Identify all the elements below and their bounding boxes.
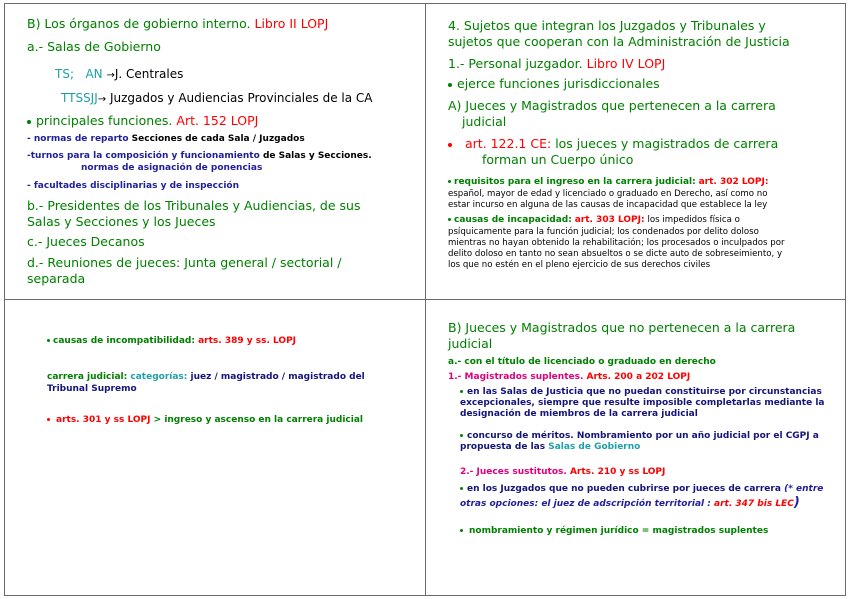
requisitos-line: requisitos para el ingreso en la carrera judicial: art. 302 LOPJ: — [448, 177, 768, 188]
incapacidad-line: causas de incapacidad: art. 303 LOPJ: los impedidos física o — [448, 215, 740, 226]
art-122-line2: forman un Cuerpo único — [482, 152, 634, 167]
normas-reparto: - normas de reparto Secciones de cada Sala / Juzgados — [27, 134, 305, 144]
ttssjj-line: TTSSJJ→ Juzgados y Audiencias Provinciales de la CA — [61, 91, 373, 105]
incapacidad-text3: mientras no hayan obtenido la rehabilitación; los procesados o inculpados por — [448, 238, 785, 248]
sub-c: c.- Jueces Decanos — [27, 234, 145, 249]
incapacidad-text5: los que no estén en el pleno ejercicio de sus derechos civiles — [448, 260, 711, 270]
nombramiento-line: nombramiento y régimen jurídico = magistrados suplentes — [460, 526, 768, 537]
ejerce-funciones: ejerce funciones jurisdiccionales — [448, 77, 660, 92]
concurso-line2: propuesta de las Salas de Gobierno — [460, 442, 641, 452]
a-jueces-line1: A) Jueces y Magistrados que pertenecen a la carrera — [448, 98, 776, 113]
art-122-line: art. 122.1 CE: los jueces y magistrados de carrera — [448, 137, 778, 152]
ts-an-line: TS; AN →J. Centrales — [55, 67, 184, 81]
turnos-line2: normas de asignación de ponencias — [81, 163, 263, 173]
a-jueces-line2: judicial — [462, 114, 507, 129]
sub-a-salas: a.- Salas de Gobierno — [27, 39, 161, 54]
salas-justicia-line3: designación de miembros de la carrera judicial — [460, 409, 698, 419]
sub-b-line1: b.- Presidentes de los Tribunales y Audiencias, de sus — [27, 198, 361, 213]
slide-sujetos — [425, 3, 846, 300]
slide1-title: B) Los órganos de gobierno interno. Libro II LOPJ — [27, 16, 329, 31]
slide4-title-line1: B) Jueces y Magistrados que no pertenecen a la carrera — [448, 320, 796, 335]
arts-301-line: arts. 301 y ss LOPJ > ingreso y ascenso en la carrera judicial — [47, 415, 363, 426]
jueces-sustitutos: 2.- Jueces sustitutos. Arts. 210 y ss LOPJ — [460, 467, 666, 477]
requisitos-text2: estar incurso en alguna de las causas de incapacidad que establece la ley — [448, 200, 768, 210]
turnos-line: -turnos para la composición y funcionamiento de Salas y Secciones. — [27, 151, 372, 161]
incapacidad-text4: delito doloso en tanto no sean absueltos o se dicte auto de sobreseimiento, y — [448, 249, 783, 259]
slide2-title-line1: 4. Sujetos que integran los Juzgados y Tribunales y — [448, 18, 766, 33]
personal-juzgador: 1.- Personal juzgador. Libro IV LOPJ — [448, 56, 666, 71]
sub-b-line2: Salas y Secciones y los Jueces — [27, 214, 216, 229]
salas-justicia-line1: en las Salas de Justicia que no puedan constituirse por circunstancias — [460, 387, 822, 398]
slide-incompatibilidad — [4, 299, 426, 596]
requisitos-text1: español, mayor de edad y licenciado o graduado en Derecho, así como no — [448, 189, 768, 199]
principales-funciones: principales funciones. Art. 152 LOPJ — [27, 114, 258, 129]
carrera-judicial-line: carrera judicial: categorías: juez / magistrado / magistrado del — [47, 372, 365, 382]
slide-organos-gobierno — [4, 3, 426, 300]
tribunal-supremo: Tribunal Supremo — [47, 384, 137, 394]
magistrados-suplentes: 1.- Magistrados suplentes. Arts. 200 a 202 LOPJ — [448, 372, 691, 382]
concurso-line1: concurso de méritos. Nombramiento por un año judicial por el CGPJ a — [460, 431, 819, 442]
salas-justicia-line2: excepcionales, siempre que resulte imposible completarlas mediante la — [460, 398, 825, 408]
sub-a-titulo: a.- con el título de licenciado o graduado en derecho — [448, 357, 716, 367]
slide2-title-line2: sujetos que cooperan con la Administración de Justicia — [448, 34, 790, 49]
juzgados-line1: en los Juzgados que no pueden cubrirse por jueces de carrera (* entre — [460, 484, 823, 495]
incapacidad-text2: psíquicamente para la función judicial; los condenados por delito doloso — [448, 227, 759, 237]
slide4-title-line2: judicial — [448, 336, 493, 351]
slide-no-carrera — [425, 299, 846, 596]
sub-d-line2: separada — [27, 271, 86, 286]
sub-d-line1: d.- Reuniones de jueces: Junta general / sectorial / — [27, 255, 342, 270]
facultades: - facultades disciplinarias y de inspección — [27, 181, 240, 191]
incompatibilidad-line: causas de incompatibilidad: arts. 389 y ss. LOPJ — [47, 336, 296, 347]
note-line2: otras opciones: el juez de adscripción territorial : art. 347 bis LEC) — [460, 495, 800, 510]
